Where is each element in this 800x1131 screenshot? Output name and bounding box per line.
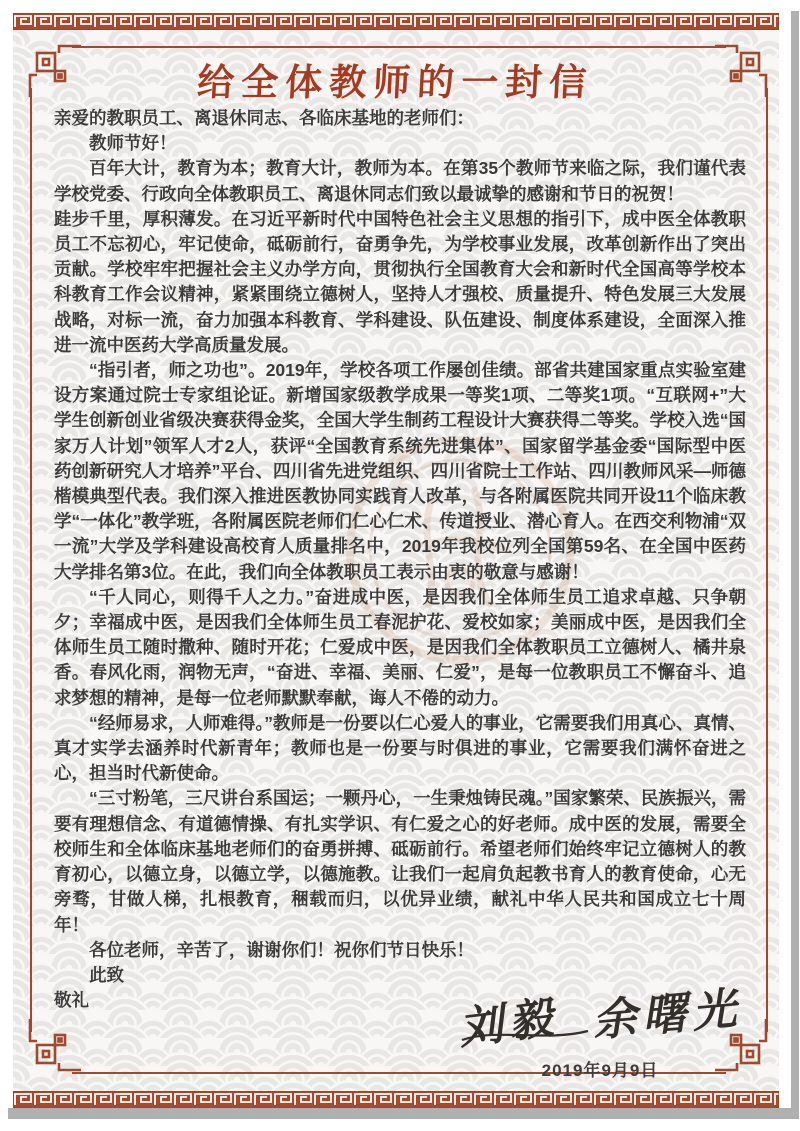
paragraph-4: “千人同心，则得千人之力。”奋进成中医，是因我们全体师生员工追求卓越、只争朝夕；幸福成中医，是因我们全体师生员工春泥护花、爱校如家；美丽成中医，是因我们全体师生员工随时撒种、随时开花；仁爱成中医，是因我们全体教职员工立德树人、橘井泉香。春风化雨，润物无声，“奋进、幸福、美丽、仁爱”，是每一位教职员工不懈奋斗、追求梦想的精神，是每一位老师默默奉献，诲人不倦的动力。 [54,586,746,708]
signature-block [430,982,770,1081]
closing-line: 各位老师，辛苦了，谢谢你们！祝你们节日快乐！ [89,939,474,960]
signature-flourish-icon [460,1026,590,1044]
paragraph-5: “经师易求，人师难得。”教师是一份要以仁心爱人的事业，它需要我们用真心、真情、真才实学去涵养时代新青年；教师也是一份要与时俱进的事业，它需要我们满怀奋进之心，担当时代新使命。 [54,712,746,784]
signature-yu-shuguang: 余曙光 [590,984,745,1046]
meander-border-bottom [13,1091,779,1108]
paragraph-6: “三寸粉笔，三尺讲台系国运；一颗丹心，一生秉烛铸民魂。”国家繁荣、民族振兴，需要有理想信念、有道德情操、有扎实学识、有仁爱之心的好老师。成中医的发展，需要全校师生和全体临床基地老师们的奋勇拼搏、砥砺前行。希望老师们始终牢记立德树人的教育初心，以德立身，以德立学，以德施教。让我们一起肩负起教书育人的教育使命，心无旁骛，甘做人梯，扎根教育，稇载而归，以优异业绩，献礼中华人民共和国成立七十周年！ [54,788,746,935]
signature-liu-yi: 刘毅 [456,992,562,1054]
meander-border-top [13,13,779,30]
paragraph-2: 跬步千里，厚积薄发。在习近平新时代中国特色社会主义思想的指引下，成中医全体教职员工不忘初心，牢记使命，砥砺前行，奋勇争先，为学校事业发展，改革创新作出了突出贡献。学校牢牢把握社会主义办学方向，贯彻执行全国教育大会和新时代全国高等学校本科教育工作会议精神，紧紧围绕立德树人，坚持人才强校、质量提升、特色发展三大发展战略，对标一流，奋力加强本科教育、学科建设、队伍建设、制度体系建设，全面深入推进一流中医药大学高质量发展。 [54,208,746,355]
respectfully-cizhi: 此致 [89,964,124,985]
salutation: 亲爱的教职员工、离退休同志、各临床基地的老师们： [54,108,474,128]
letter-body [54,106,746,1013]
paragraph-1: 百年大计，教育为本；教育大计，教师为本。在第35个教师节来临之际，我们谨代表学校党委、行政向全体教职员工、离退休同志们致以最诚挚的感谢和节日的祝贺！ [54,158,746,204]
frame-line-right [766,88,768,1032]
letter-date: 2019年9月9日 [541,1061,659,1080]
respectfully-jingli: 敬礼 [54,990,89,1011]
corner-knot-icon [25,1019,81,1075]
frame-line-left [30,88,32,1032]
frame-line-top [72,46,726,48]
page-title: 给全体教师的一封信 [196,63,595,104]
paragraph-3: “指引者，师之功也”。2019年，学校各项工作屡创佳绩。部省共建国家重点实验室建设方案通过院士专家组论证。新增国家级教学成果一等奖1项、二等奖1项。“互联网+”大学生创新创业省级决赛获得金奖，全国大学生制药工程设计大赛获得二等奖。学校入选“国家万人计划”领军人才2人，获评“全国教育系统先进集体”、国家留学基金委“国际型中医药创新研究人才培养”平台、四川省先进党组织、四川省院士工作站、四川教师风采—师德楷模典型代表。我们深入推进医教协同实践育人改革，与各附属医院共同开设11个临床教学“一体化”教学班，各附属医院老师们仁心仁术、传道授业、潜心育人。在西交利物浦“双一流”大学及学科建设高校育人质量排名中，2019年我校位列全国第59名、在全国中医药大学排名第3位。在此，我们向全体教职员工表示由衷的敬意与感谢！ [54,360,746,582]
greeting-line: 教师节好！ [89,133,177,154]
